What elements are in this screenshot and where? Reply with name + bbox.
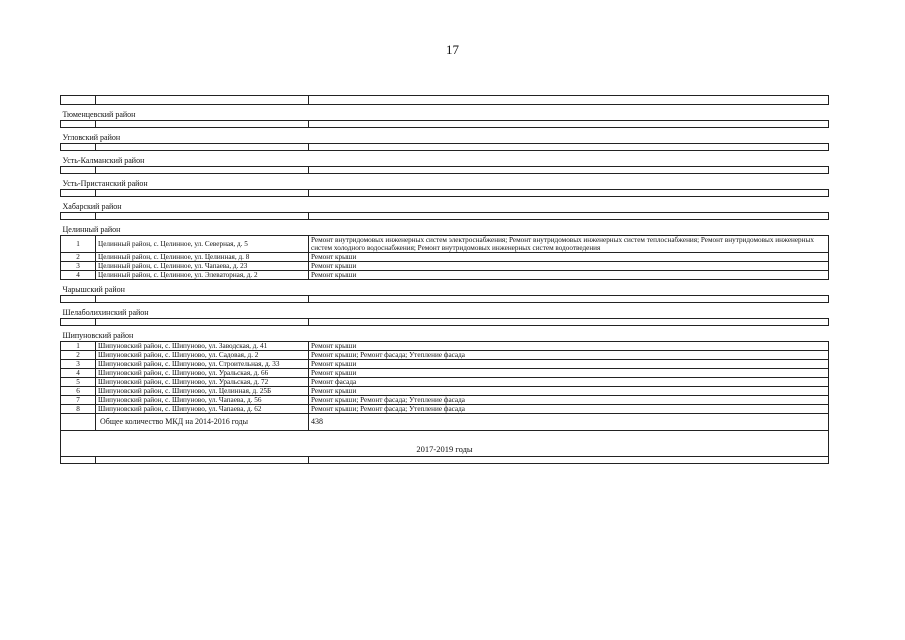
period-title: 2017-2019 годы (61, 431, 829, 457)
district-name: Чарышский район (61, 280, 829, 296)
row-number: 3 (61, 262, 96, 271)
district-header (61, 128, 829, 144)
row-number: 4 (61, 369, 96, 378)
row-work-type: Ремонт крыши (309, 262, 829, 271)
empty-row (61, 144, 829, 151)
row-number: 2 (61, 253, 96, 262)
row-work-type: Ремонт фасада (309, 378, 829, 387)
district-header (61, 220, 829, 236)
district-header (61, 151, 829, 167)
row-number: 6 (61, 387, 96, 396)
district-header (61, 326, 829, 342)
empty-row (61, 121, 829, 128)
row-number: 5 (61, 378, 96, 387)
empty-row (61, 190, 829, 197)
district-name: Усть-Пристанский район (61, 174, 829, 190)
row-address: Целинный район, с. Целинное, ул. Чапаева, д. 23 (96, 262, 309, 271)
row-address: Шипуновский район, с. Шипуново, ул. Целинная, д. 25Б (96, 387, 309, 396)
district-name: Тюменцевский район (61, 105, 829, 121)
district-name: Шелаболихинский район (61, 303, 829, 319)
row-number: 4 (61, 271, 96, 280)
district-name: Угловский район (61, 128, 829, 144)
row-address: Целинный район, с. Целинное, ул. Элеваторная, д. 2 (96, 271, 309, 280)
table-row (61, 236, 829, 253)
row-work-type: Ремонт крыши (309, 387, 829, 396)
row-work-type: Ремонт крыши (309, 369, 829, 378)
page-number: 17 (446, 42, 459, 57)
row-number: 1 (61, 236, 96, 253)
row-address: Шипуновский район, с. Шипуново, ул. Строительная, д. 33 (96, 360, 309, 369)
row-work-type: Ремонт крыши; Ремонт фасада; Утепление фасада (309, 351, 829, 360)
total-row (61, 414, 829, 431)
table-row (61, 396, 829, 405)
total-value: 438 (309, 414, 829, 431)
row-number: 8 (61, 405, 96, 414)
table-row (61, 360, 829, 369)
row-address: Шипуновский район, с. Шипуново, ул. Чапаева, д. 56 (96, 396, 309, 405)
row-address: Шипуновский район, с. Шипуново, ул. Чапаева, д. 62 (96, 405, 309, 414)
district-header (61, 280, 829, 296)
district-header (61, 105, 829, 121)
table-top-row (61, 96, 829, 105)
row-work-type: Ремонт крыши (309, 360, 829, 369)
row-work-type: Ремонт крыши (309, 253, 829, 262)
table-row (61, 271, 829, 280)
district-name: Хабарский район (61, 197, 829, 213)
row-work-type: Ремонт крыши; Ремонт фасада; Утепление фасада (309, 396, 829, 405)
total-label: Общее количество МКД на 2014-2016 годы (96, 414, 309, 431)
empty-row (61, 319, 829, 326)
district-header (61, 303, 829, 319)
row-number: 3 (61, 360, 96, 369)
empty-row (61, 457, 829, 464)
row-work-type: Ремонт крыши (309, 271, 829, 280)
table-row (61, 351, 829, 360)
row-address: Шипуновский район, с. Шипуново, ул. Уральская, д. 66 (96, 369, 309, 378)
row-address: Целинный район, с. Целинное, ул. Северная, д. 5 (96, 236, 309, 253)
table-row (61, 262, 829, 271)
row-work-type: Ремонт крыши (309, 342, 829, 351)
empty-row (61, 213, 829, 220)
district-header (61, 174, 829, 190)
table-row (61, 387, 829, 396)
district-name: Целинный район (61, 220, 829, 236)
row-address: Шипуновский район, с. Шипуново, ул. Садовая, д. 2 (96, 351, 309, 360)
repair-program-table (60, 95, 829, 464)
table-row (61, 378, 829, 387)
row-number: 7 (61, 396, 96, 405)
district-name: Усть-Калманский район (61, 151, 829, 167)
district-name: Шипуновский район (61, 326, 829, 342)
row-number: 1 (61, 342, 96, 351)
empty-row (61, 167, 829, 174)
district-header (61, 197, 829, 213)
row-address: Шипуновский район, с. Шипуново, ул. Уральская, д. 72 (96, 378, 309, 387)
empty-row (61, 296, 829, 303)
table-row (61, 369, 829, 378)
table-row (61, 253, 829, 262)
row-number: 2 (61, 351, 96, 360)
row-address: Целинный район, с. Целинное, ул. Целинная, д. 8 (96, 253, 309, 262)
row-work-type: Ремонт крыши; Ремонт фасада; Утепление фасада (309, 405, 829, 414)
row-work-type: Ремонт внутридомовых инженерных систем электроснабжения; Ремонт внутридомовых инженерных систем теплоснабжения; Ремонт внутридомовых инженерных систем холодного водоснабжения; Ремонт внутридомовых инженерных систем водоотведения (309, 236, 829, 253)
table-row (61, 405, 829, 414)
table-row (61, 342, 829, 351)
period-header-row (61, 431, 829, 457)
row-address: Шипуновский район, с. Шипуново, ул. Заводская, д. 41 (96, 342, 309, 351)
